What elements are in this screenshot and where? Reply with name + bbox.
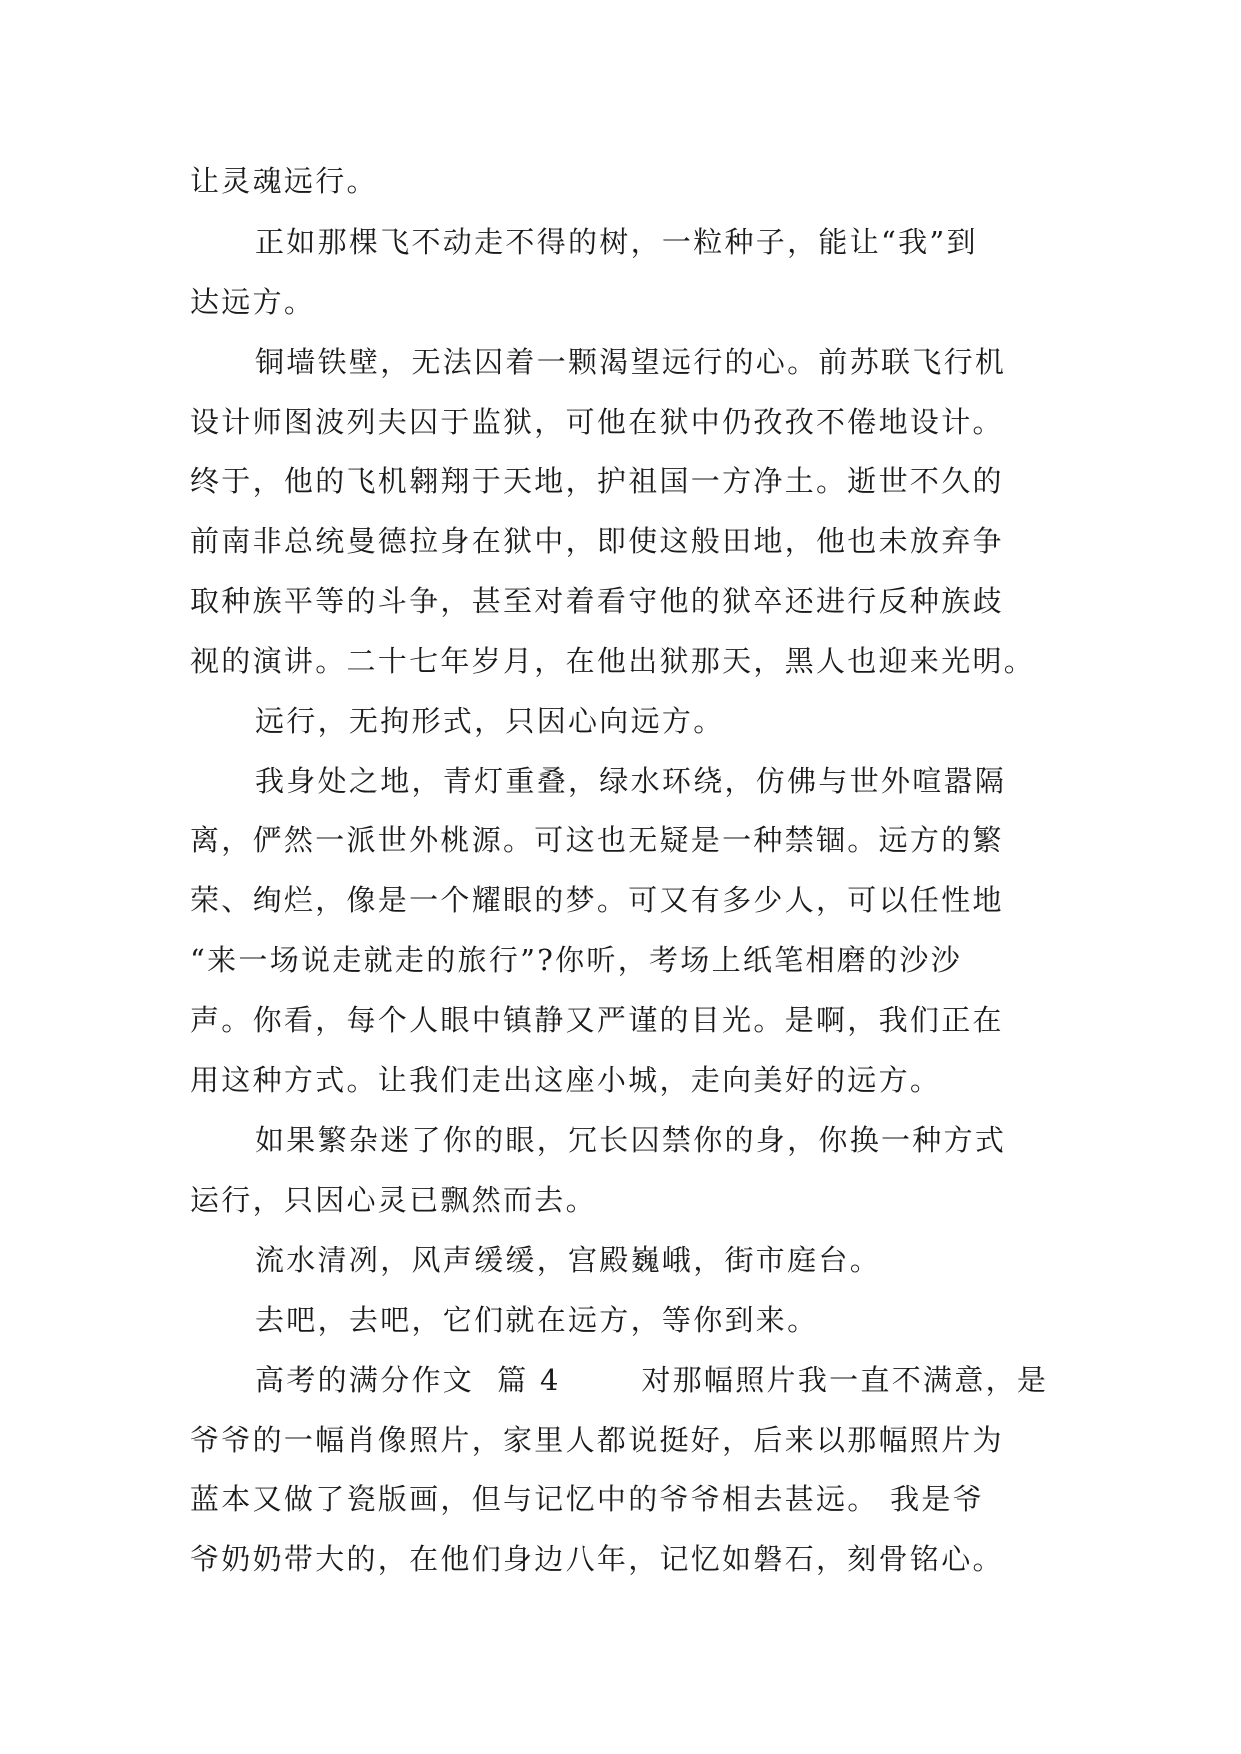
text-line: 如果繁杂迷了你的眼，冗长囚禁你的身，你换一种方式 [255, 1123, 1007, 1157]
text-line: 设计师图波列夫囚于监狱，可他在狱中仍孜孜不倦地设计。 [190, 405, 1004, 439]
text-line: 运行，只因心灵已飘然而去。 [190, 1183, 597, 1217]
text-line: 高考的满分作文 篇 4 对那幅照片我一直不满意，是 [255, 1363, 1049, 1397]
text-line: 终于，他的飞机翱翔于天地，护祖国一方净土。逝世不久的 [190, 464, 1004, 498]
text-line: 取种族平等的斗争，甚至对着看守他的狱卒还进行反种族歧 [190, 584, 1004, 618]
text-line: 离，俨然一派世外桃源。可这也无疑是一种禁锢。远方的繁 [190, 823, 1004, 857]
text-line: 用这种方式。让我们走出这座小城，走向美好的远方。 [190, 1063, 942, 1097]
text-line: 远行，无拘形式，只因心向远方。 [255, 704, 725, 738]
text-line: 视的演讲。二十七年岁月，在他出狱那天，黑人也迎来光明。 [190, 644, 1036, 678]
text-line: 前南非总统曼德拉身在狱中，即使这般田地，他也未放弃争 [190, 524, 1004, 558]
text-line: 流水清冽，风声缓缓，宫殿巍峨，街市庭台。 [255, 1243, 882, 1277]
text-line: “来一场说走就走的旅行”?你听，考场上纸笔相磨的沙沙 [190, 943, 962, 977]
text-line: 爷爷的一幅肖像照片，家里人都说挺好，后来以那幅照片为 [190, 1423, 1004, 1457]
text-line: 达远方。 [190, 285, 316, 319]
text-line: 荣、绚烂，像是一个耀眼的梦。可又有多少人，可以任性地 [190, 883, 1004, 917]
text-line: 我身处之地，青灯重叠，绿水环绕，仿佛与世外喧嚣隔 [255, 764, 1007, 798]
text-line: 去吧，去吧，它们就在远方，等你到来。 [255, 1303, 819, 1337]
text-line: 正如那棵飞不动走不得的树，一粒种子，能让“我”到 [255, 225, 978, 259]
text-line: 声。你看，每个人眼中镇静又严谨的目光。是啊，我们正在 [190, 1003, 1004, 1037]
text-line: 铜墙铁壁，无法囚着一颗渴望远行的心。前苏联飞行机 [255, 345, 1007, 379]
text-line: 让灵魂远行。 [190, 164, 378, 198]
text-line: 爷奶奶带大的，在他们身边八年，记忆如磐石，刻骨铭心。 [190, 1542, 1004, 1576]
text-line: 蓝本又做了瓷版画，但与记忆中的爷爷相去甚远。 我是爷 [190, 1482, 985, 1516]
